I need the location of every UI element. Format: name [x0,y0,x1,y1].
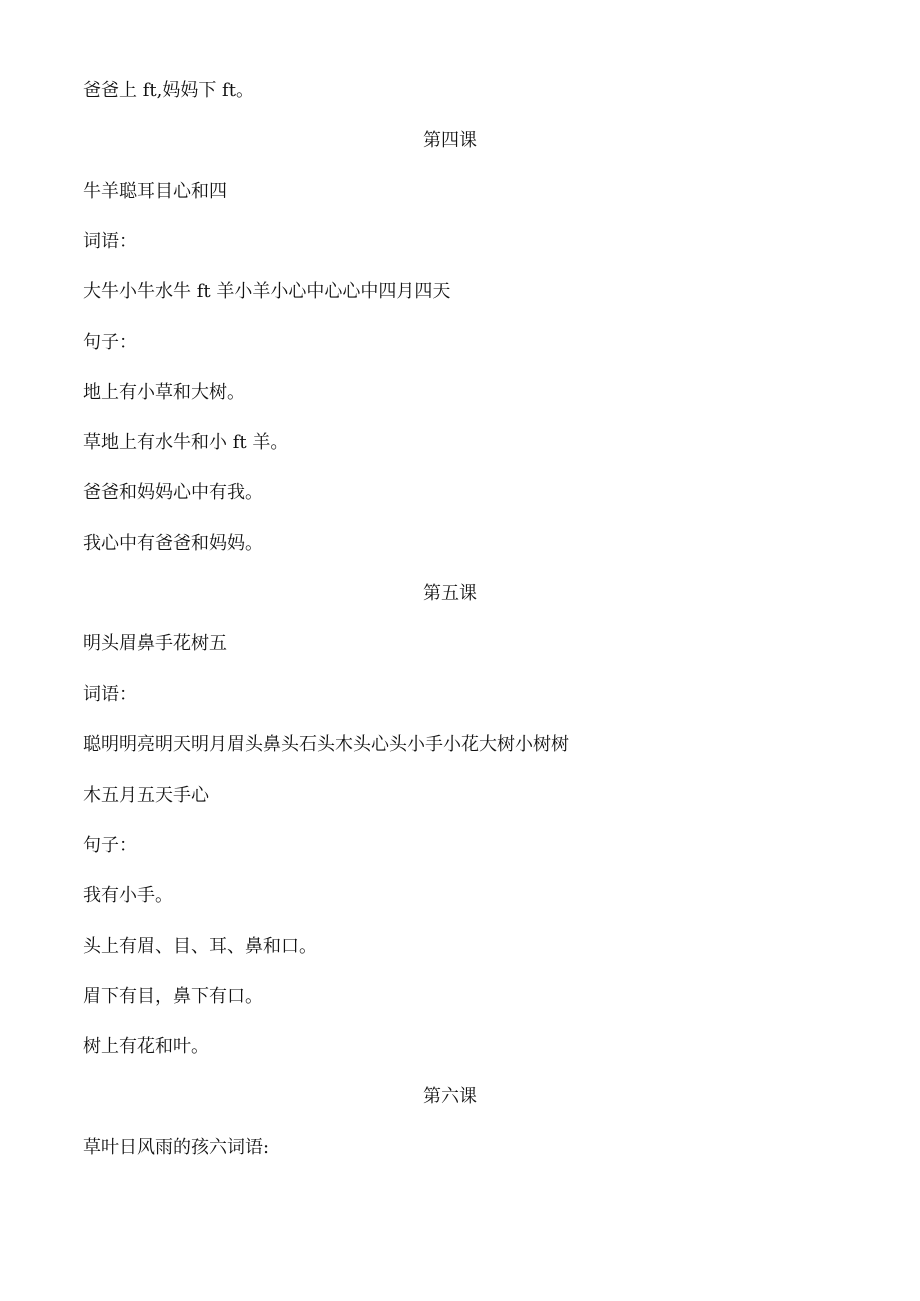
sentence-line: 树上有花和叶。 [83,1036,209,1057]
section-label-sentences: 句子： [83,332,137,353]
sentence-line: 我有小手。 [83,885,173,906]
lesson-characters: 草叶日风雨的孩六词语: [83,1137,270,1158]
vocabulary-line: 大牛小牛水牛 ft 羊小羊小心中心心中四月四天 [83,281,451,302]
vocabulary-line: 聪明明亮明天明月眉头鼻头石头木头心头小手小花大树小树树 [83,734,569,755]
vocabulary-line: 木五月五天手心 [83,785,209,806]
text-line: 爸爸上 ft,妈妈下 ft。 [83,80,254,101]
lesson-heading-4: 第四课 [423,130,477,151]
lesson-characters: 明头眉鼻手花树五 [83,633,227,654]
lesson-characters: 牛羊聪耳目心和四 [83,181,227,202]
sentence-line: 眉下有目，鼻下有口。 [83,986,263,1007]
sentence-line: 爸爸和妈妈心中有我。 [83,482,263,503]
sentence-line: 我心中有爸爸和妈妈。 [83,533,263,554]
lesson-heading-5: 第五课 [423,583,477,604]
section-label-sentences: 句子： [83,835,137,856]
sentence-line: 地上有小草和大树。 [83,382,245,403]
sentence-line: 头上有眉、目、耳、鼻和口。 [83,936,317,957]
sentence-line: 草地上有水牛和小 ft 羊。 [83,432,289,453]
lesson-heading-6: 第六课 [423,1086,477,1107]
section-label-vocabulary: 词语： [83,231,137,252]
section-label-vocabulary: 词语： [83,684,137,705]
